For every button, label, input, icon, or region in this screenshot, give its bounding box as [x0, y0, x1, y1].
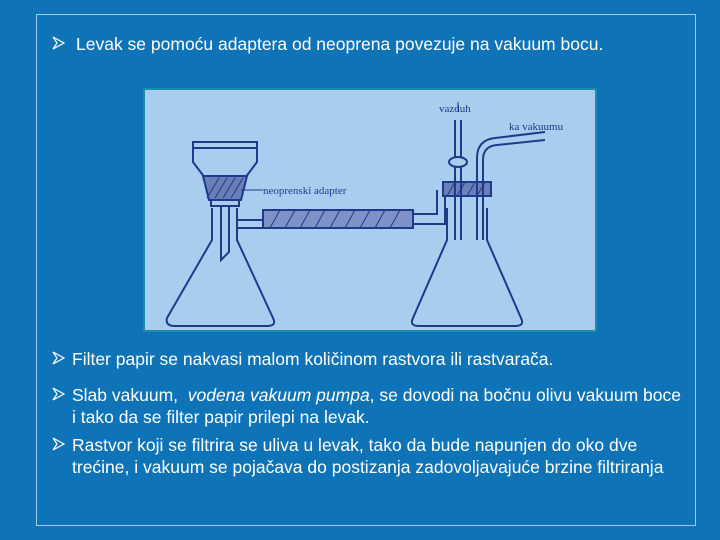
bullet-text-italic: vodena vakuum pumpa	[187, 385, 370, 405]
bullet-text-post: , se dovodi na bočnu olivu vakuum boce i tako da se filter papir prilepi na levak.	[72, 385, 681, 427]
left-adapter	[203, 176, 247, 200]
bullet-text-pre: Slab vakuum,	[72, 385, 188, 405]
right-flask	[412, 208, 522, 326]
vacuum-label: ka vakuumu	[509, 121, 564, 133]
bullet-text	[72, 384, 682, 428]
bullet-text: Levak se pomoću adaptera od neoprena povezuje na vakuum bocu.	[76, 34, 604, 54]
air-inlet-tube	[455, 120, 461, 240]
arrowhead-bullet-icon	[52, 35, 66, 51]
apparatus-figure	[143, 88, 597, 332]
bullet-text: Filter papir se nakvasi malom količinom rastvora ili rastvarača.	[72, 349, 554, 369]
arrowhead-bullet-icon	[52, 436, 66, 452]
adapter-label: neoprenski adapter	[263, 185, 347, 197]
funnel-stem	[221, 206, 229, 260]
filtration-apparatus-diagram	[145, 90, 599, 334]
air-label: vazduh	[439, 103, 471, 115]
bullet-text: Rastvor koji se filtrira se uliva u levak, tako da bude napunjen do oko dve trećine, i vakuum se pojačava do postizanja zadovoljavajuće brzine filtriranja	[72, 435, 664, 477]
arrowhead-bullet-icon	[52, 386, 66, 402]
arrowhead-bullet-icon	[52, 350, 66, 366]
